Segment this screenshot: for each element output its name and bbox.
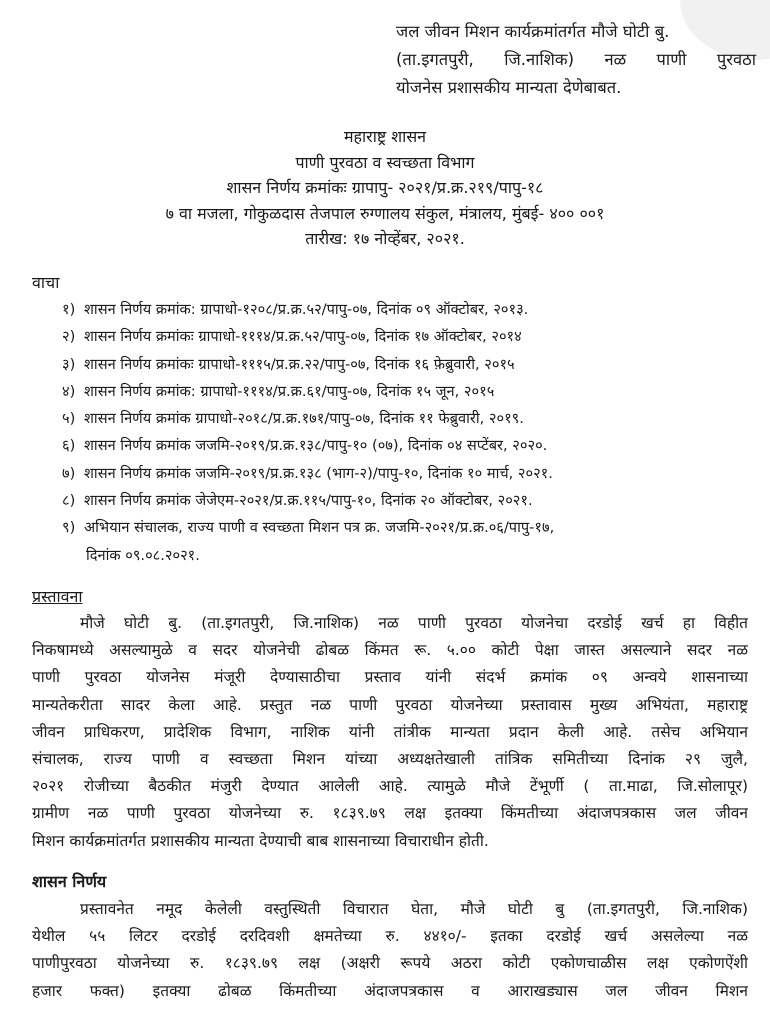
decision-paragraph [32, 896, 748, 1005]
reference-text: अभियान संचालक, राज्य पाणी व स्वच्छता मिशन पत्र क्र. जजमि-२०२१/प्र.क्र.०६/पापु-१७, [84, 519, 555, 537]
order-date: तारीख: १७ नोव्हेंबर, २०२१. [305, 229, 465, 248]
reference-number: ५) [62, 410, 76, 428]
reference-number: ८) [62, 492, 76, 510]
paragraph-line: येथील ५५ लिटर दरडोई दरदिवशी क्षमतेच्या रु. ४४१०/- इतका दरडोई खर्च असलेल्या नळ [32, 927, 748, 946]
reference-text: शासन निर्णय क्रमांक जेजेएम-२०२१/प्र.क्र.११५/पापु-१०, दिनांक २० ऑक्टोबर, २०२१. [84, 492, 533, 510]
reference-item [62, 351, 762, 378]
paragraph-line: प्रस्तावनेत नमूद केलेली वस्तुस्थिती विचारात घेता, मौजे घोटी बु (ता.इगतपुरी, जि.नाशिक) [80, 900, 748, 918]
department-name: पाणी पुरवठा व स्वच्छता विभाग [295, 152, 475, 172]
paragraph-line: २०२१ रोजीच्या बैठकीत मंजुरी देण्यात आलेली आहे. त्यामुळे मौजे टेंभूर्णी ( ता.माढा, जि.सोलापूर) [32, 777, 748, 796]
office-address: ७ वा मजला, गोकुळदास तेजपाल रुग्णालय संकुल, मंत्रालय, मुंबई- ४०० ००१ [165, 203, 605, 223]
paragraph-line: ग्रामीण नळ पाणी पुरवठा योजनेच्या रु. १८३९.७९ लक्ष इतक्या किंमतीच्या अंदाजपत्रकास जल जीवन [32, 804, 748, 823]
reference-text: शासन निर्णय क्रमांकः ग्रापाधो-१११५/प्र.क्र.२२/पापु-०७, दिनांक १६ फ़ेब्रुवारी, २०१५ [84, 355, 515, 373]
reference-item [62, 460, 762, 487]
paragraph-line: संचालक, राज्य पाणी व स्वच्छता मिशन यांच्या अध्यक्षतेखाली तांत्रिक समितीच्या दिनांक २९ जुलै, [32, 750, 748, 769]
reference-number: ६) [62, 437, 76, 455]
reference-item [62, 514, 762, 541]
paragraph-line: मौजे घोटी बु. (ता.इगतपुरी, जि.नाशिक) नळ पाणी पुरवठा योजनेचा दरडोई खर्च हा विहीत [80, 614, 748, 632]
reference-number: ४) [62, 382, 76, 400]
government-name: महाराष्ट्र शासन [343, 127, 427, 146]
reference-item [62, 323, 762, 350]
reference-item [62, 296, 762, 323]
reference-text: शासन निर्णय क्रमांक: ग्रापाधो-१११४/प्र.क्र.६१/पापु-०७, दिनांक १५ जून, २०१५ [84, 382, 495, 400]
reference-text: शासन निर्णय क्रमांक ग्रापाधो-२०१८/प्र.क्र.१७१/पापु-०७, दिनांक ११ फेब्रुवारी, २०१९. [84, 410, 524, 428]
references-title: वाचा [32, 273, 60, 292]
paragraph-line: हजार फक्त) इतक्या ढोबळ किंमतीच्या अंदाजपत्रकास व आराखड्यास जल जीवन मिशन [32, 981, 748, 1000]
reference-number: ३) [62, 355, 76, 373]
subject-line: (ता.इगतपुरी, जि.नाशिक) नळ पाणी पुरवठा [396, 50, 756, 69]
reference-text: शासन निर्णय क्रमांकः ग्रापाधो-१११४/प्र.क्र.५२/पापु-०७, दिनांक १७ ऑक्टोबर, २०१४ [84, 328, 522, 346]
reference-continuation: दिनांक ०९.०८.२०२१. [86, 546, 200, 564]
preamble-paragraph [32, 610, 748, 855]
paragraph-line: पाणी पुरवठा योजनेस मंजूरी देण्यासाठीचा प्रस्ताव यांनी संदर्भ क्रमांक ०९ अन्वये शासनाच्या [32, 668, 748, 687]
order-number: शासन निर्णय क्रमांकः ग्रापापु- २०२१/प्र.क्र.२१९/पापु-१८ [226, 178, 544, 197]
paragraph-line: जीवन प्राधिकरण, प्रादेशिक विभाग, नाशिक यांनी तांत्रीक मान्यता प्रदान केली आहे. तसेच अभियान [32, 722, 748, 741]
reference-number: ९) [62, 519, 76, 537]
reference-text: शासन निर्णय क्रमांक: ग्रापाधो-१२०८/प्र.क्र.५२/पापु-०७, दिनांक ०९ ऑक्टोबर, २०१३. [84, 301, 529, 318]
subject-block [396, 18, 756, 102]
references-list [62, 296, 762, 569]
reference-item [62, 405, 762, 432]
reference-text: शासन निर्णय क्रमांक जजमि-२०१९/प्र.क्र.१३८ (भाग-२)/पापु-१०, दिनांक १० मार्च, २०२१. [84, 464, 553, 482]
document-header [0, 124, 770, 252]
subject-line: योजनेस प्रशासकीय मान्यता देणेबाबत. [396, 78, 622, 97]
preamble-title: प्रस्तावना [32, 587, 83, 606]
decision-title: शासन निर्णय [32, 872, 107, 891]
paragraph-line: मिशन कार्यक्रमांतर्गत प्रशासकीय मान्यता देण्याची बाब शासनाच्या विचाराधीन होती. [32, 831, 489, 850]
paragraph-line: पाणीपुरवठा योजनेच्या रु. १८३९.७९ लक्ष (अक्षरी रूपये अठरा कोटी एकोणचाळीस लक्ष एकोणऐंशी [32, 954, 748, 973]
reference-text: शासन निर्णय क्रमांक जजमि-२०१९/प्र.क्र.१३८/पापु-१० (०७), दिनांक ०४ सप्टेंबर, २०२०. [84, 437, 548, 455]
paragraph-line: मान्यतेकरीता सादर केला आहे. प्रस्तुत नळ पाणी पुरवठा योजनेच्या प्रस्तावास मुख्य अभियंता, महाराष्ट्र [32, 695, 748, 714]
reference-number: २) [62, 328, 76, 346]
reference-item [62, 378, 762, 405]
reference-number: १) [62, 301, 76, 318]
reference-item [62, 432, 762, 459]
reference-item [62, 487, 762, 514]
paragraph-line: निकषामध्ये असल्यामुळे व सदर योजनेची ढोबळ किंमत रू. ५.०० कोटी पेक्षा जास्त असल्याने सदर नळ [32, 641, 748, 660]
subject-line: जल जीवन मिशन कार्यक्रमांतर्गत मौजे घोटी बु. [396, 22, 670, 41]
reference-number: ७) [62, 464, 76, 482]
